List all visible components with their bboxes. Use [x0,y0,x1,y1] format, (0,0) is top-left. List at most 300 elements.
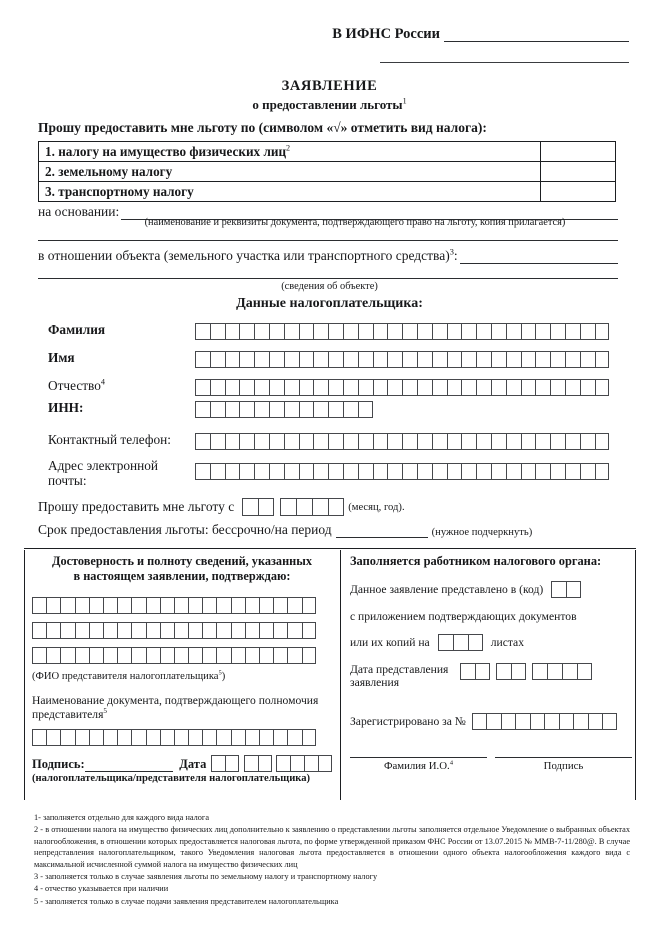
input-box-cell[interactable] [244,755,258,772]
input-box-cell[interactable] [75,597,89,614]
input-box-cell[interactable] [358,433,373,450]
input-box-cell[interactable] [544,713,559,730]
input-box-cell[interactable] [402,379,417,396]
input-box-cell[interactable] [358,463,373,480]
taxpayer-field-boxes-4[interactable] [195,432,609,450]
input-box-cell[interactable] [195,401,210,418]
taxpayer-field-boxes-5[interactable] [195,462,609,480]
input-box-cell[interactable] [566,581,581,598]
input-box-cell[interactable] [565,433,580,450]
declaration-name-boxes[interactable] [32,647,316,664]
input-box-cell[interactable] [595,433,610,450]
input-box-cell[interactable] [202,597,216,614]
input-box-cell[interactable] [239,463,254,480]
input-box-cell[interactable] [296,498,312,516]
input-box-cell[interactable] [521,433,536,450]
input-box-cell[interactable] [280,498,296,516]
input-box-cell[interactable] [216,622,230,639]
input-box-cell[interactable] [577,663,592,680]
input-box-cell[interactable] [284,379,299,396]
input-box-cell[interactable] [60,597,74,614]
declaration-name-row-1[interactable] [32,621,332,639]
input-box-cell[interactable] [89,729,103,746]
input-box-cell[interactable] [551,581,566,598]
input-box-cell[interactable] [174,622,188,639]
input-box-cell[interactable] [313,379,328,396]
input-box-cell[interactable] [284,401,299,418]
input-box-cell[interactable] [117,729,131,746]
input-box-cell[interactable] [146,597,160,614]
input-box-cell[interactable] [225,323,240,340]
tax-type-checkbox-3[interactable] [540,182,615,201]
input-box-cell[interactable] [580,379,595,396]
taxpayer-input-boxes[interactable] [195,351,609,368]
input-box-cell[interactable] [231,597,245,614]
input-box-cell[interactable] [506,323,521,340]
input-box-cell[interactable] [417,379,432,396]
input-box-cell[interactable] [259,622,273,639]
declaration-name-row-0[interactable] [32,596,332,614]
input-box-cell[interactable] [146,622,160,639]
input-box-cell[interactable] [174,597,188,614]
input-box-cell[interactable] [299,323,314,340]
input-box-cell[interactable] [387,323,402,340]
input-box-cell[interactable] [46,622,60,639]
input-box-cell[interactable] [432,463,447,480]
input-box-cell[interactable] [245,729,259,746]
input-box-cell[interactable] [461,463,476,480]
input-box-cell[interactable] [417,463,432,480]
input-box-cell[interactable] [550,323,565,340]
input-box-cell[interactable] [89,647,103,664]
input-box-cell[interactable] [32,597,46,614]
input-box-cell[interactable] [475,663,490,680]
official-code-input-boxes[interactable] [551,581,581,598]
input-box-cell[interactable] [245,622,259,639]
input-box-cell[interactable] [535,463,550,480]
declaration-name-boxes[interactable] [32,597,316,614]
input-box-cell[interactable] [402,463,417,480]
input-box-cell[interactable] [254,323,269,340]
input-box-cell[interactable] [231,647,245,664]
input-box-cell[interactable] [432,379,447,396]
input-box-cell[interactable] [318,755,332,772]
representative-doc-input-boxes[interactable] [32,729,316,746]
input-box-cell[interactable] [259,647,273,664]
input-box-cell[interactable] [202,622,216,639]
input-box-cell[interactable] [313,401,328,418]
input-box-cell[interactable] [313,351,328,368]
input-box-cell[interactable] [402,433,417,450]
taxpayer-field-boxes-2[interactable] [195,378,609,396]
taxpayer-input-boxes[interactable] [195,433,609,450]
input-box-cell[interactable] [131,729,145,746]
input-box-cell[interactable] [273,622,287,639]
official-date-year-boxes[interactable] [532,663,592,680]
input-box-cell[interactable] [269,401,284,418]
basis-input-line-2[interactable] [38,240,618,241]
input-box-cell[interactable] [573,713,588,730]
input-box-cell[interactable] [343,401,358,418]
official-copies-boxes[interactable] [438,634,483,651]
date-month-boxes[interactable] [244,755,272,772]
input-box-cell[interactable] [60,622,74,639]
input-box-cell[interactable] [343,351,358,368]
input-box-cell[interactable] [103,647,117,664]
input-box-cell[interactable] [521,379,536,396]
input-box-cell[interactable] [160,597,174,614]
input-box-cell[interactable] [160,729,174,746]
input-box-cell[interactable] [373,323,388,340]
input-box-cell[interactable] [225,463,240,480]
input-box-cell[interactable] [117,622,131,639]
input-box-cell[interactable] [535,351,550,368]
input-box-cell[interactable] [287,622,301,639]
input-box-cell[interactable] [535,323,550,340]
input-box-cell[interactable] [373,351,388,368]
input-box-cell[interactable] [432,351,447,368]
input-box-cell[interactable] [89,622,103,639]
input-box-cell[interactable] [239,433,254,450]
input-box-cell[interactable] [304,755,318,772]
input-box-cell[interactable] [276,755,290,772]
taxpayer-field-boxes-1[interactable] [195,350,609,368]
input-box-cell[interactable] [550,351,565,368]
input-box-cell[interactable] [491,323,506,340]
input-box-cell[interactable] [358,351,373,368]
input-box-cell[interactable] [595,323,610,340]
input-box-cell[interactable] [373,463,388,480]
input-box-cell[interactable] [174,647,188,664]
input-box-cell[interactable] [245,597,259,614]
input-box-cell[interactable] [225,351,240,368]
input-box-cell[interactable] [195,323,210,340]
official-date-year-input-boxes[interactable] [532,663,592,680]
input-box-cell[interactable] [216,729,230,746]
input-box-cell[interactable] [595,463,610,480]
input-box-cell[interactable] [239,351,254,368]
input-box-cell[interactable] [358,401,373,418]
input-box-cell[interactable] [532,663,547,680]
input-box-cell[interactable] [313,463,328,480]
input-box-cell[interactable] [287,597,301,614]
input-box-cell[interactable] [328,433,343,450]
taxpayer-field-boxes-3[interactable] [195,400,373,418]
input-box-cell[interactable] [242,498,258,516]
input-box-cell[interactable] [468,634,483,651]
input-box-cell[interactable] [188,597,202,614]
official-code-boxes[interactable] [551,581,581,598]
ifns-input-line[interactable] [444,26,629,42]
input-box-cell[interactable] [195,351,210,368]
input-box-cell[interactable] [453,634,468,651]
input-box-cell[interactable] [373,379,388,396]
input-box-cell[interactable] [231,622,245,639]
input-box-cell[interactable] [299,379,314,396]
input-box-cell[interactable] [131,597,145,614]
input-box-cell[interactable] [565,379,580,396]
input-box-cell[interactable] [284,323,299,340]
input-box-cell[interactable] [269,433,284,450]
input-box-cell[interactable] [210,401,225,418]
input-box-cell[interactable] [417,433,432,450]
input-box-cell[interactable] [146,647,160,664]
taxpayer-input-boxes[interactable] [195,401,373,418]
input-box-cell[interactable] [328,463,343,480]
input-box-cell[interactable] [269,323,284,340]
input-box-cell[interactable] [402,351,417,368]
input-box-cell[interactable] [506,433,521,450]
input-box-cell[interactable] [188,729,202,746]
tax-type-checkbox-1[interactable] [540,142,615,161]
input-box-cell[interactable] [32,647,46,664]
input-box-cell[interactable] [343,433,358,450]
official-date-day-boxes[interactable] [460,663,490,680]
input-box-cell[interactable] [269,351,284,368]
input-box-cell[interactable] [287,729,301,746]
input-box-cell[interactable] [160,622,174,639]
input-box-cell[interactable] [387,351,402,368]
input-box-cell[interactable] [476,379,491,396]
input-box-cell[interactable] [60,729,74,746]
input-box-cell[interactable] [195,379,210,396]
input-box-cell[interactable] [302,647,316,664]
input-box-cell[interactable] [328,379,343,396]
input-box-cell[interactable] [496,663,511,680]
input-box-cell[interactable] [447,351,462,368]
official-registered-boxes[interactable] [472,713,617,730]
input-box-cell[interactable] [146,729,160,746]
declaration-name-boxes[interactable] [32,622,316,639]
input-box-cell[interactable] [299,351,314,368]
input-box-cell[interactable] [387,433,402,450]
input-box-cell[interactable] [343,379,358,396]
input-box-cell[interactable] [565,463,580,480]
input-box-cell[interactable] [254,433,269,450]
input-box-cell[interactable] [328,351,343,368]
benefit-year-boxes[interactable] [280,498,344,516]
input-box-cell[interactable] [501,713,516,730]
date-day-boxes[interactable] [211,755,239,772]
input-box-cell[interactable] [343,323,358,340]
official-registered-input-boxes[interactable] [472,713,617,730]
date-year-boxes[interactable] [276,755,332,772]
input-box-cell[interactable] [328,401,343,418]
input-box-cell[interactable] [550,379,565,396]
input-box-cell[interactable] [491,379,506,396]
input-box-cell[interactable] [258,755,272,772]
input-box-cell[interactable] [313,323,328,340]
input-box-cell[interactable] [521,323,536,340]
input-box-cell[interactable] [259,729,273,746]
input-box-cell[interactable] [103,729,117,746]
input-box-cell[interactable] [550,463,565,480]
input-box-cell[interactable] [210,323,225,340]
input-box-cell[interactable] [461,379,476,396]
input-box-cell[interactable] [476,463,491,480]
object-input-line-2[interactable] [38,278,618,279]
input-box-cell[interactable] [259,597,273,614]
input-box-cell[interactable] [313,433,328,450]
official-name-line[interactable] [350,756,487,758]
input-box-cell[interactable] [273,597,287,614]
input-box-cell[interactable] [506,379,521,396]
benefit-term-input-line[interactable] [336,524,428,538]
input-box-cell[interactable] [476,433,491,450]
input-box-cell[interactable] [239,379,254,396]
input-box-cell[interactable] [432,433,447,450]
input-box-cell[interactable] [210,351,225,368]
input-box-cell[interactable] [239,323,254,340]
input-box-cell[interactable] [202,729,216,746]
input-box-cell[interactable] [358,323,373,340]
input-box-cell[interactable] [358,379,373,396]
input-box-cell[interactable] [75,622,89,639]
input-box-cell[interactable] [460,663,475,680]
input-box-cell[interactable] [373,433,388,450]
input-box-cell[interactable] [231,729,245,746]
input-box-cell[interactable] [447,433,462,450]
input-box-cell[interactable] [580,463,595,480]
official-date-day-input-boxes[interactable] [460,663,490,680]
input-box-cell[interactable] [60,647,74,664]
tax-type-checkbox-2[interactable] [540,162,615,181]
input-box-cell[interactable] [521,463,536,480]
input-box-cell[interactable] [602,713,617,730]
input-box-cell[interactable] [461,323,476,340]
input-box-cell[interactable] [506,351,521,368]
input-box-cell[interactable] [103,597,117,614]
input-box-cell[interactable] [195,463,210,480]
input-box-cell[interactable] [210,433,225,450]
input-box-cell[interactable] [46,647,60,664]
input-box-cell[interactable] [225,379,240,396]
input-box-cell[interactable] [506,463,521,480]
input-box-cell[interactable] [515,713,530,730]
input-box-cell[interactable] [588,713,603,730]
official-date-month-input-boxes[interactable] [496,663,526,680]
input-box-cell[interactable] [535,433,550,450]
input-box-cell[interactable] [225,401,240,418]
signature-date-month-boxes[interactable] [244,754,272,772]
input-box-cell[interactable] [202,647,216,664]
input-box-cell[interactable] [328,498,344,516]
taxpayer-input-boxes[interactable] [195,463,609,480]
taxpayer-field-boxes-0[interactable] [195,322,609,340]
signature-input-line[interactable] [85,758,174,772]
declaration-name-row-2[interactable] [32,646,332,664]
month-boxes[interactable] [242,498,274,516]
input-box-cell[interactable] [299,463,314,480]
input-box-cell[interactable] [245,647,259,664]
input-box-cell[interactable] [491,351,506,368]
input-box-cell[interactable] [254,351,269,368]
input-box-cell[interactable] [491,463,506,480]
input-box-cell[interactable] [447,463,462,480]
input-box-cell[interactable] [302,622,316,639]
input-box-cell[interactable] [402,323,417,340]
input-box-cell[interactable] [216,597,230,614]
input-box-cell[interactable] [438,634,453,651]
input-box-cell[interactable] [131,647,145,664]
input-box-cell[interactable] [417,351,432,368]
input-box-cell[interactable] [432,323,447,340]
input-box-cell[interactable] [89,597,103,614]
input-box-cell[interactable] [476,323,491,340]
input-box-cell[interactable] [461,351,476,368]
signature-date-year-boxes[interactable] [276,754,332,772]
input-box-cell[interactable] [343,463,358,480]
input-box-cell[interactable] [239,401,254,418]
input-box-cell[interactable] [550,433,565,450]
official-copies-input-boxes[interactable] [438,634,483,651]
input-box-cell[interactable] [46,597,60,614]
input-box-cell[interactable] [387,379,402,396]
input-box-cell[interactable] [225,433,240,450]
taxpayer-input-boxes[interactable] [195,379,609,396]
input-box-cell[interactable] [595,351,610,368]
official-signature-line[interactable] [495,756,632,758]
input-box-cell[interactable] [269,463,284,480]
input-box-cell[interactable] [530,713,545,730]
input-box-cell[interactable] [580,323,595,340]
input-box-cell[interactable] [447,323,462,340]
input-box-cell[interactable] [595,379,610,396]
input-box-cell[interactable] [461,433,476,450]
input-box-cell[interactable] [580,351,595,368]
input-box-cell[interactable] [273,729,287,746]
input-box-cell[interactable] [284,351,299,368]
input-box-cell[interactable] [75,729,89,746]
input-box-cell[interactable] [284,433,299,450]
object-input-line[interactable] [460,249,618,264]
year-boxes[interactable] [280,498,344,516]
input-box-cell[interactable] [565,323,580,340]
input-box-cell[interactable] [312,498,328,516]
input-box-cell[interactable] [269,379,284,396]
input-box-cell[interactable] [211,755,225,772]
input-box-cell[interactable] [476,351,491,368]
input-box-cell[interactable] [511,663,526,680]
input-box-cell[interactable] [188,622,202,639]
input-box-cell[interactable] [447,379,462,396]
input-box-cell[interactable] [254,463,269,480]
input-box-cell[interactable] [160,647,174,664]
input-box-cell[interactable] [559,713,574,730]
input-box-cell[interactable] [547,663,562,680]
input-box-cell[interactable] [32,729,46,746]
input-box-cell[interactable] [417,323,432,340]
input-box-cell[interactable] [302,597,316,614]
input-box-cell[interactable] [302,729,316,746]
input-box-cell[interactable] [210,379,225,396]
official-date-month-boxes[interactable] [496,663,526,680]
input-box-cell[interactable] [580,433,595,450]
input-box-cell[interactable] [287,647,301,664]
input-box-cell[interactable] [254,379,269,396]
taxpayer-input-boxes[interactable] [195,323,609,340]
input-box-cell[interactable] [174,729,188,746]
input-box-cell[interactable] [254,401,269,418]
input-box-cell[interactable] [472,713,487,730]
input-box-cell[interactable] [32,622,46,639]
signature-date-day-boxes[interactable] [211,754,239,772]
input-box-cell[interactable] [46,729,60,746]
input-box-cell[interactable] [491,433,506,450]
input-box-cell[interactable] [117,597,131,614]
input-box-cell[interactable] [195,433,210,450]
input-box-cell[interactable] [131,622,145,639]
